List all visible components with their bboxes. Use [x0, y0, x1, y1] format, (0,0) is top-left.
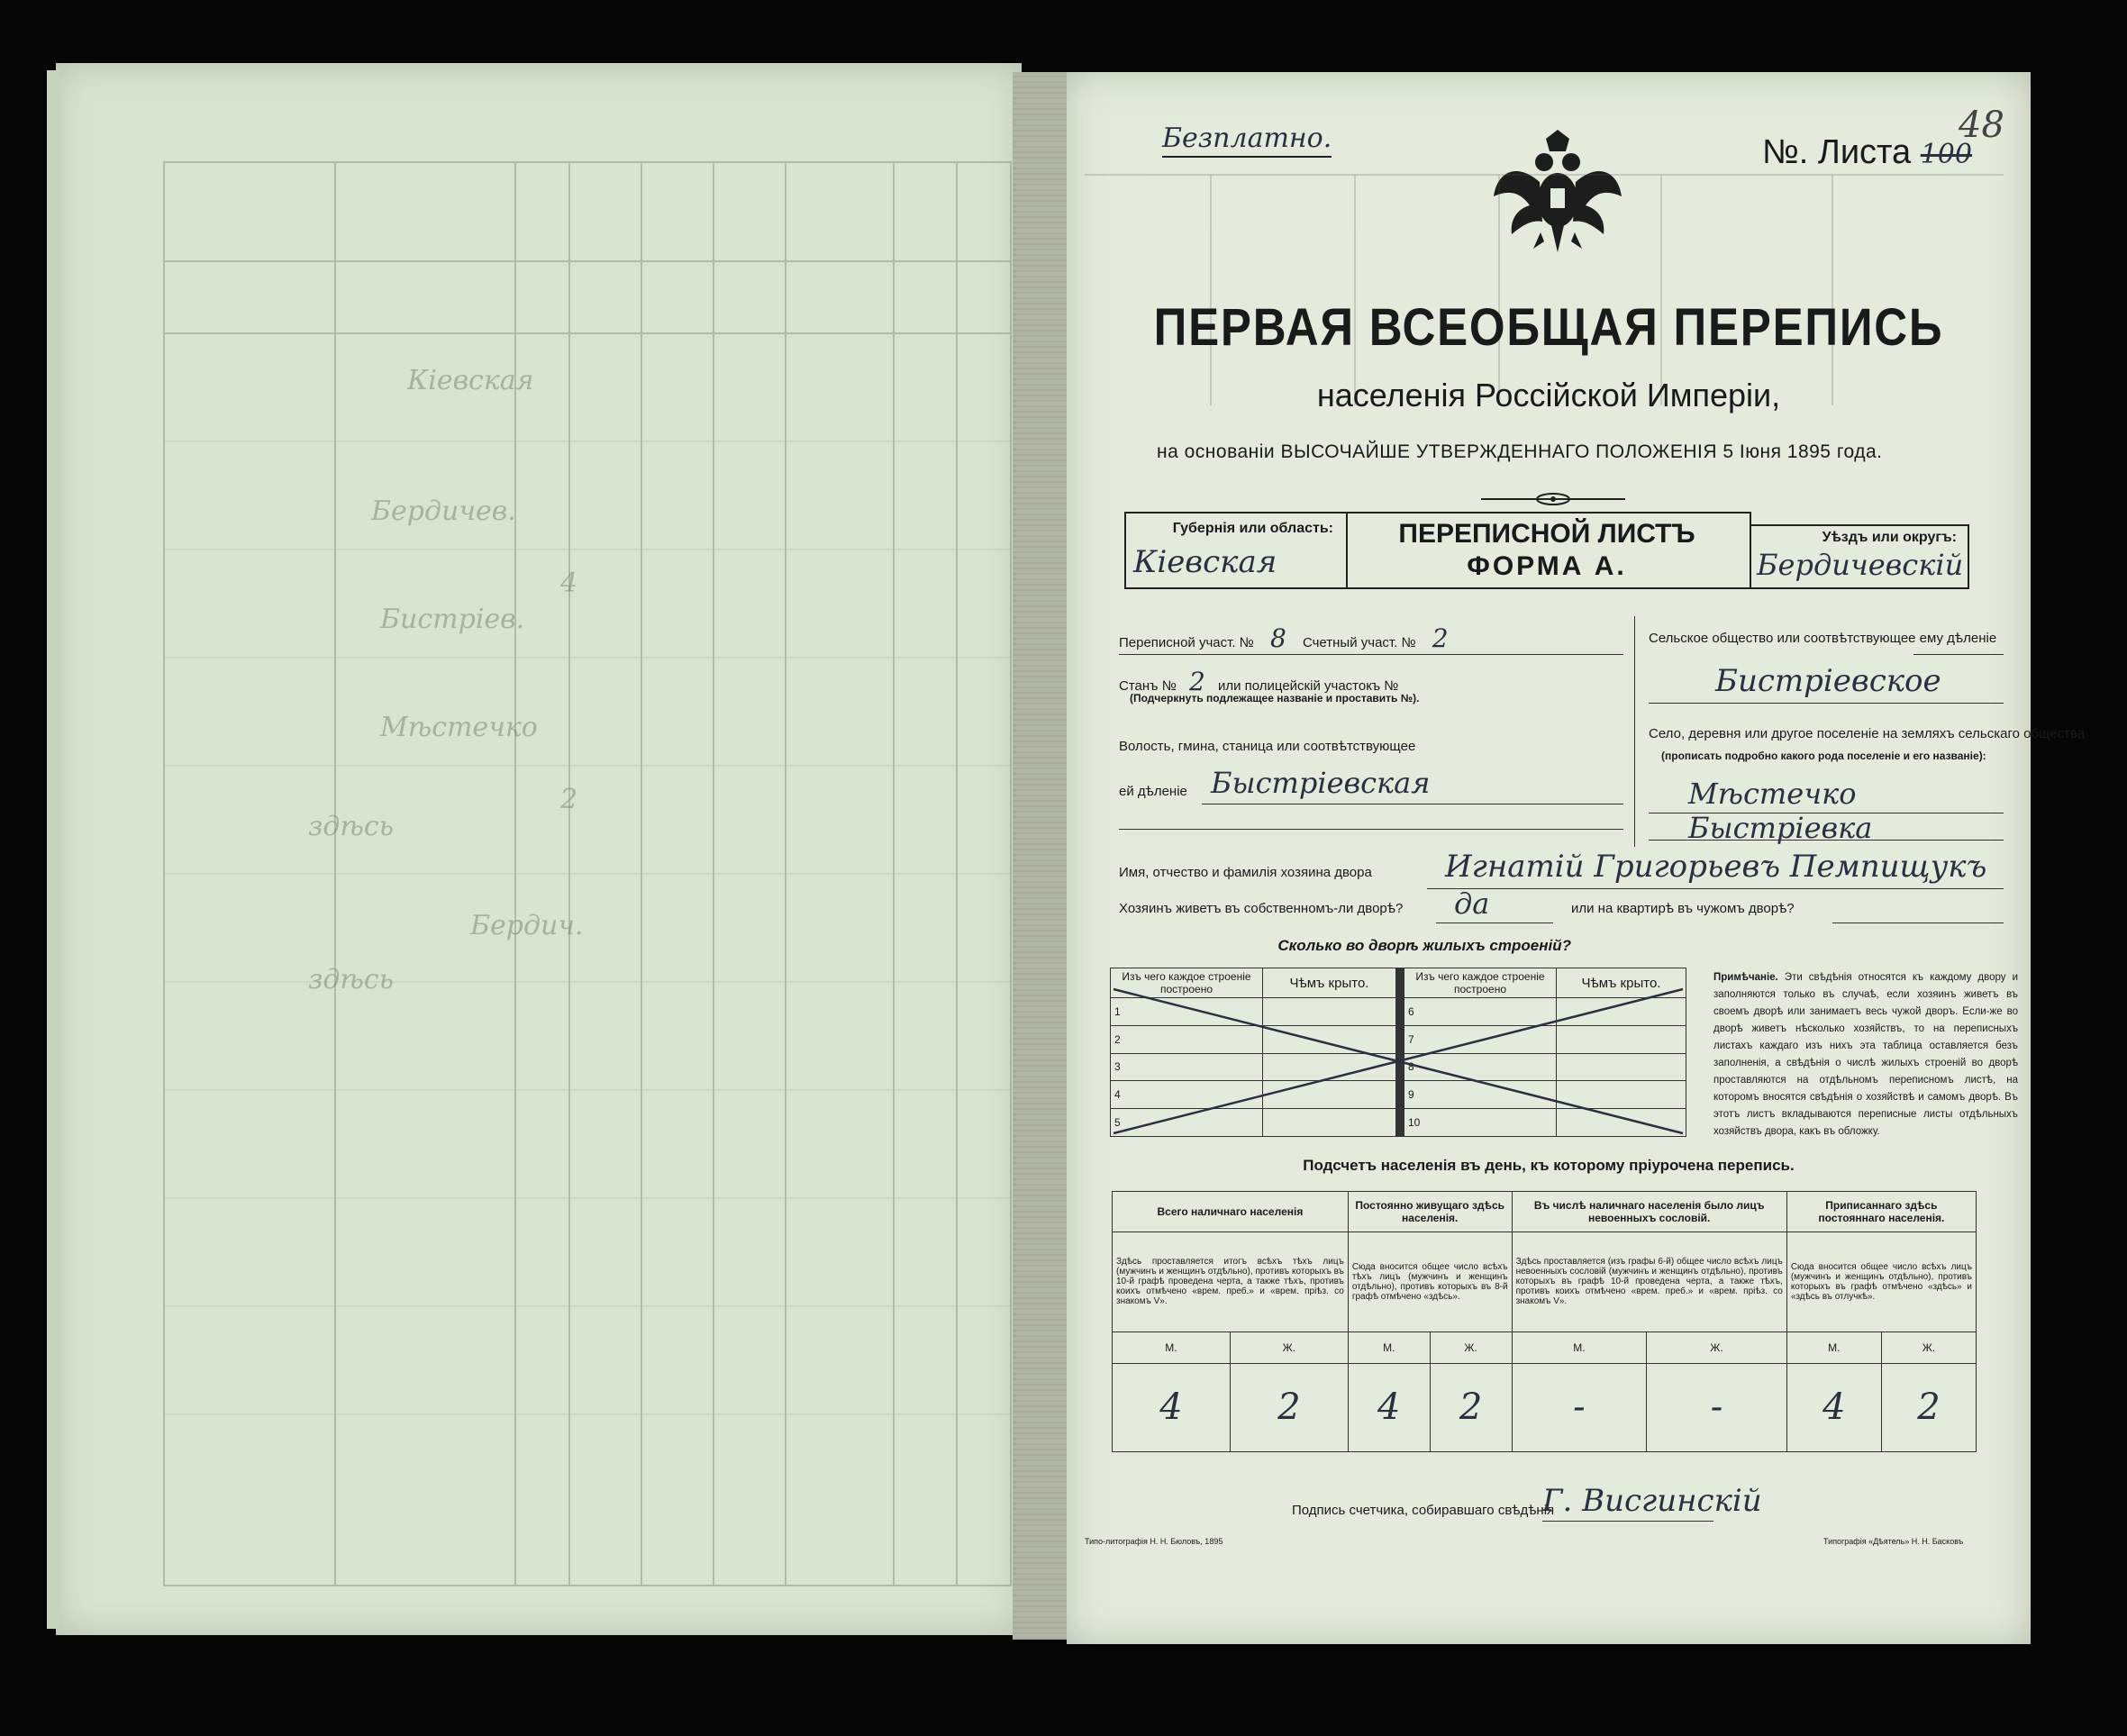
ghost-entry: 2: [560, 784, 578, 815]
rule: [1649, 840, 2004, 841]
female-label: Ж.: [1230, 1332, 1348, 1363]
col-header: Изъ чего каждое строеніе построено: [1111, 968, 1263, 998]
left-page-edge: [47, 70, 59, 1629]
ghost-entry: Бердич.: [470, 910, 584, 941]
male-count: 4: [1113, 1363, 1231, 1451]
form-title-box: [1344, 512, 1751, 589]
female-count: 2: [1430, 1363, 1512, 1451]
stan-tail: или полицейскій участокъ №: [1217, 678, 1399, 694]
col-header: Изъ чего каждое строеніе построено: [1404, 968, 1557, 998]
buildings-crossout: [1110, 986, 1686, 1137]
schetny-uchastok-label: Счетный участ. №: [1302, 635, 1416, 650]
male-count: 4: [1786, 1363, 1881, 1451]
row-number: 7: [1404, 1025, 1557, 1053]
guberniya-label: Губернія или область:: [1172, 521, 1333, 536]
male-label: М.: [1113, 1332, 1231, 1363]
printer-mark-left: Типо-литографія Н. Н. Бюловъ, 1895: [1085, 1537, 1223, 1546]
buildings-table: [1110, 968, 1686, 1137]
signature-value: Г. Висгинскій: [1542, 1483, 1762, 1519]
group-title: Всего наличнаго населенія: [1113, 1192, 1349, 1232]
owner-label: Имя, отчество и фамилія хозяина двора: [1119, 865, 1372, 880]
uezd-label: Уѣздъ или округъ:: [1822, 530, 1957, 545]
population-table: [1112, 1191, 1977, 1452]
guberniya-value: Кіевская: [1133, 544, 1277, 580]
owner-lives-tail: или на квартирѣ въ чужомъ дворѣ?: [1571, 901, 1795, 916]
female-label: Ж.: [1881, 1332, 1976, 1363]
selskoe-label: Сельское общество или соотвѣтствующее ему дѣленіе: [1649, 631, 1997, 646]
col-header: Чѣмъ крыто.: [1263, 968, 1396, 998]
stan-label: Станъ №: [1119, 678, 1177, 694]
buildings-question: Сколько во дворѣ жилыхъ строеній?: [1277, 937, 1571, 954]
owner-lives-label: Хозяинъ живетъ въ собственномъ-ли дворѣ?: [1119, 901, 1404, 916]
male-label: М.: [1786, 1332, 1881, 1363]
male-count: 4: [1348, 1363, 1430, 1451]
row-number: 5: [1111, 1109, 1263, 1137]
note-title: Примѣчаніе.: [1713, 972, 1778, 983]
perepisnoy-uchastok-value: 8: [1269, 623, 1286, 653]
female-count: 2: [1881, 1363, 1976, 1451]
rule: [1119, 829, 1623, 830]
free-label: Безплатно.: [1162, 123, 1332, 158]
printer-mark-right: Типографія «Дѣятель» Н. Н. Басковъ: [1823, 1537, 1964, 1546]
form-title-line2: ФОРМА А.: [1467, 551, 1627, 581]
ghost-entry: Бистріев.: [380, 604, 525, 635]
group-desc: Здѣсь проставляется (изъ графы 6-й) общее число всѣхъ лицъ невоенныхъ сословій (мужчинъ и женщинъ отдѣльно), противъ которыхъ въ графѣ 10-й проведена черта, а также тѣхъ, противъ коихъ отмѣчено «врем. преб.» и «врем. пріѣз. со знакомъ V».: [1512, 1232, 1786, 1332]
sheet-number-struck: 100: [1920, 139, 1972, 170]
left-page-ghost-table: [155, 153, 1020, 1595]
ghost-entry: здѣсь: [308, 811, 394, 842]
ghost-entry: Бердичев.: [371, 495, 516, 527]
population-title: Подсчетъ населенія въ день, къ которому пріурочена перепись.: [1303, 1157, 1795, 1174]
rule: [1119, 654, 1623, 655]
selskoe-value: Бистріевское: [1715, 663, 1941, 699]
row-number: 2: [1111, 1025, 1263, 1053]
male-count: -: [1512, 1363, 1647, 1451]
female-count: -: [1647, 1363, 1787, 1451]
sheet-number-label: №. Листа: [1762, 133, 1912, 171]
rule: [1542, 1521, 1713, 1522]
field-column-divider: [1634, 616, 1635, 847]
owner-value: Игнатій Григорьевъ Пемпищукъ: [1445, 849, 1987, 885]
census-subtitle: населенія Россійской Имперіи,: [1316, 377, 1781, 414]
selo-note: (прописать подробно какого рода поселеніе и его названіе):: [1661, 750, 1986, 762]
rule: [1913, 654, 2004, 655]
volost-label-2: ей дѣленіе: [1119, 784, 1187, 799]
book-spine: [1013, 72, 1067, 1640]
female-label: Ж.: [1430, 1332, 1512, 1363]
ghost-entry: 4: [560, 568, 578, 599]
male-label: М.: [1348, 1332, 1430, 1363]
col-header: Чѣмъ крыто.: [1557, 968, 1686, 998]
female-count: 2: [1230, 1363, 1348, 1451]
ghost-entry: здѣсь: [308, 964, 394, 995]
selo-label: Село, деревня или другое поселеніе на земляхъ сельскаго общества: [1649, 726, 2086, 741]
row-number: 3: [1111, 1053, 1263, 1081]
owner-lives-value: да: [1454, 886, 1490, 921]
male-label: М.: [1512, 1332, 1647, 1363]
rule: [1649, 703, 2004, 704]
ghost-entry: Мѣстечко: [380, 712, 538, 743]
row-number: 9: [1404, 1081, 1557, 1109]
group-desc: Сюда вносится общее число всѣхъ тѣхъ лицъ (мужчинъ и женщинъ отдѣльно), противъ которыхъ въ 8-й графѣ отмѣчено «здѣсь».: [1348, 1232, 1512, 1332]
signature-label: Подпись счетчика, собиравшаго свѣдѣнія: [1292, 1503, 1555, 1518]
row-number: 1: [1111, 998, 1263, 1026]
left-page: [56, 63, 1022, 1635]
perepisnoy-uchastok-label: Переписной участ. №: [1119, 635, 1254, 650]
volost-value: Быстріевская: [1211, 766, 1431, 800]
uezd-box: [1750, 524, 1969, 589]
bleed-through-grid: [1085, 171, 2004, 405]
group-desc: Здѣсь проставляется итогъ всѣхъ тѣхъ лицъ (мужчинъ и женщинъ отдѣльно), противъ которыхъ въ 10-й графѣ проведена черта, а также тѣхъ, противъ коихъ отмѣчено «врем. преб.» и «врем. пріѣз. со знакомъ V».: [1113, 1232, 1349, 1332]
rule: [1427, 888, 2004, 889]
group-title: Въ числѣ наличнаго населенія было лицъ невоенныхъ сословій.: [1512, 1192, 1786, 1232]
ornament-divider: [1481, 488, 1625, 510]
group-title: Приписаннаго здѣсь постояннаго населенія.: [1786, 1192, 1976, 1232]
volost-label-1: Волость, гмина, станица или соотвѣтствующее: [1119, 739, 1416, 754]
stan-note: (Подчеркнуть подлежащее названіе и проставить №).: [1130, 692, 1420, 704]
row-number: 10: [1404, 1109, 1557, 1137]
stan-value: 2: [1188, 667, 1205, 696]
archive-number: 48: [1959, 105, 2004, 146]
census-form-page: [1067, 72, 2086, 1644]
census-title: ПЕРВАЯ ВСЕОБЩАЯ ПЕРЕПИСЬ: [1153, 298, 1944, 357]
uezd-value: Бердичевскій: [1757, 548, 1964, 582]
group-desc: Сюда вносится общее число всѣхъ лицъ (мужчинъ и женщинъ отдѣльно), противъ которыхъ въ графѣ отмѣчено «здѣсь» и «здѣсь въ отлучкѣ».: [1786, 1232, 1976, 1332]
row-number: 6: [1404, 998, 1557, 1026]
note-text: Эти свѣдѣнія относятся къ каждому двору и заполняются только въ случаѣ, если хозяинъ живетъ въ своемъ дворѣ или занимаетъ весь чужой дворъ. Если-же во дворѣ живетъ нѣсколько хозяйствъ, то на переписныхъ листахъ каждаго изъ нихъ эта таблица оставляется безъ заполненія, а свѣдѣнія о числѣ жилыхъ строеній во дворѣ проставляются на отдѣльномъ переписномъ листѣ, на которомъ вносятся свѣдѣнія о хозяйствѣ и самомъ дворѣ. Въ этотъ листъ вкладываются переписные листы отдѣльныхъ хозяйствъ двора, какъ въ обложку.: [1713, 972, 2018, 1137]
female-label: Ж.: [1647, 1332, 1787, 1363]
census-basis: на основаніи ВЫСОЧАЙШЕ УТВЕРЖДЕННАГО ПОЛОЖЕНІЯ 5 Іюня 1895 года.: [1157, 441, 1883, 462]
guberniya-box: [1124, 512, 1348, 589]
row-number: 8: [1404, 1053, 1557, 1081]
schetny-uchastok-value: 2: [1432, 623, 1449, 653]
selo-value: Мѣстечко Быстріевка: [1688, 777, 1873, 845]
form-title-line1: ПЕРЕПИСНОЙ ЛИСТЪ: [1398, 519, 1695, 549]
group-title: Постоянно живущаго здѣсь населенія.: [1348, 1192, 1512, 1232]
ghost-entry: Кіевская: [407, 365, 534, 396]
row-number: 4: [1111, 1081, 1263, 1109]
